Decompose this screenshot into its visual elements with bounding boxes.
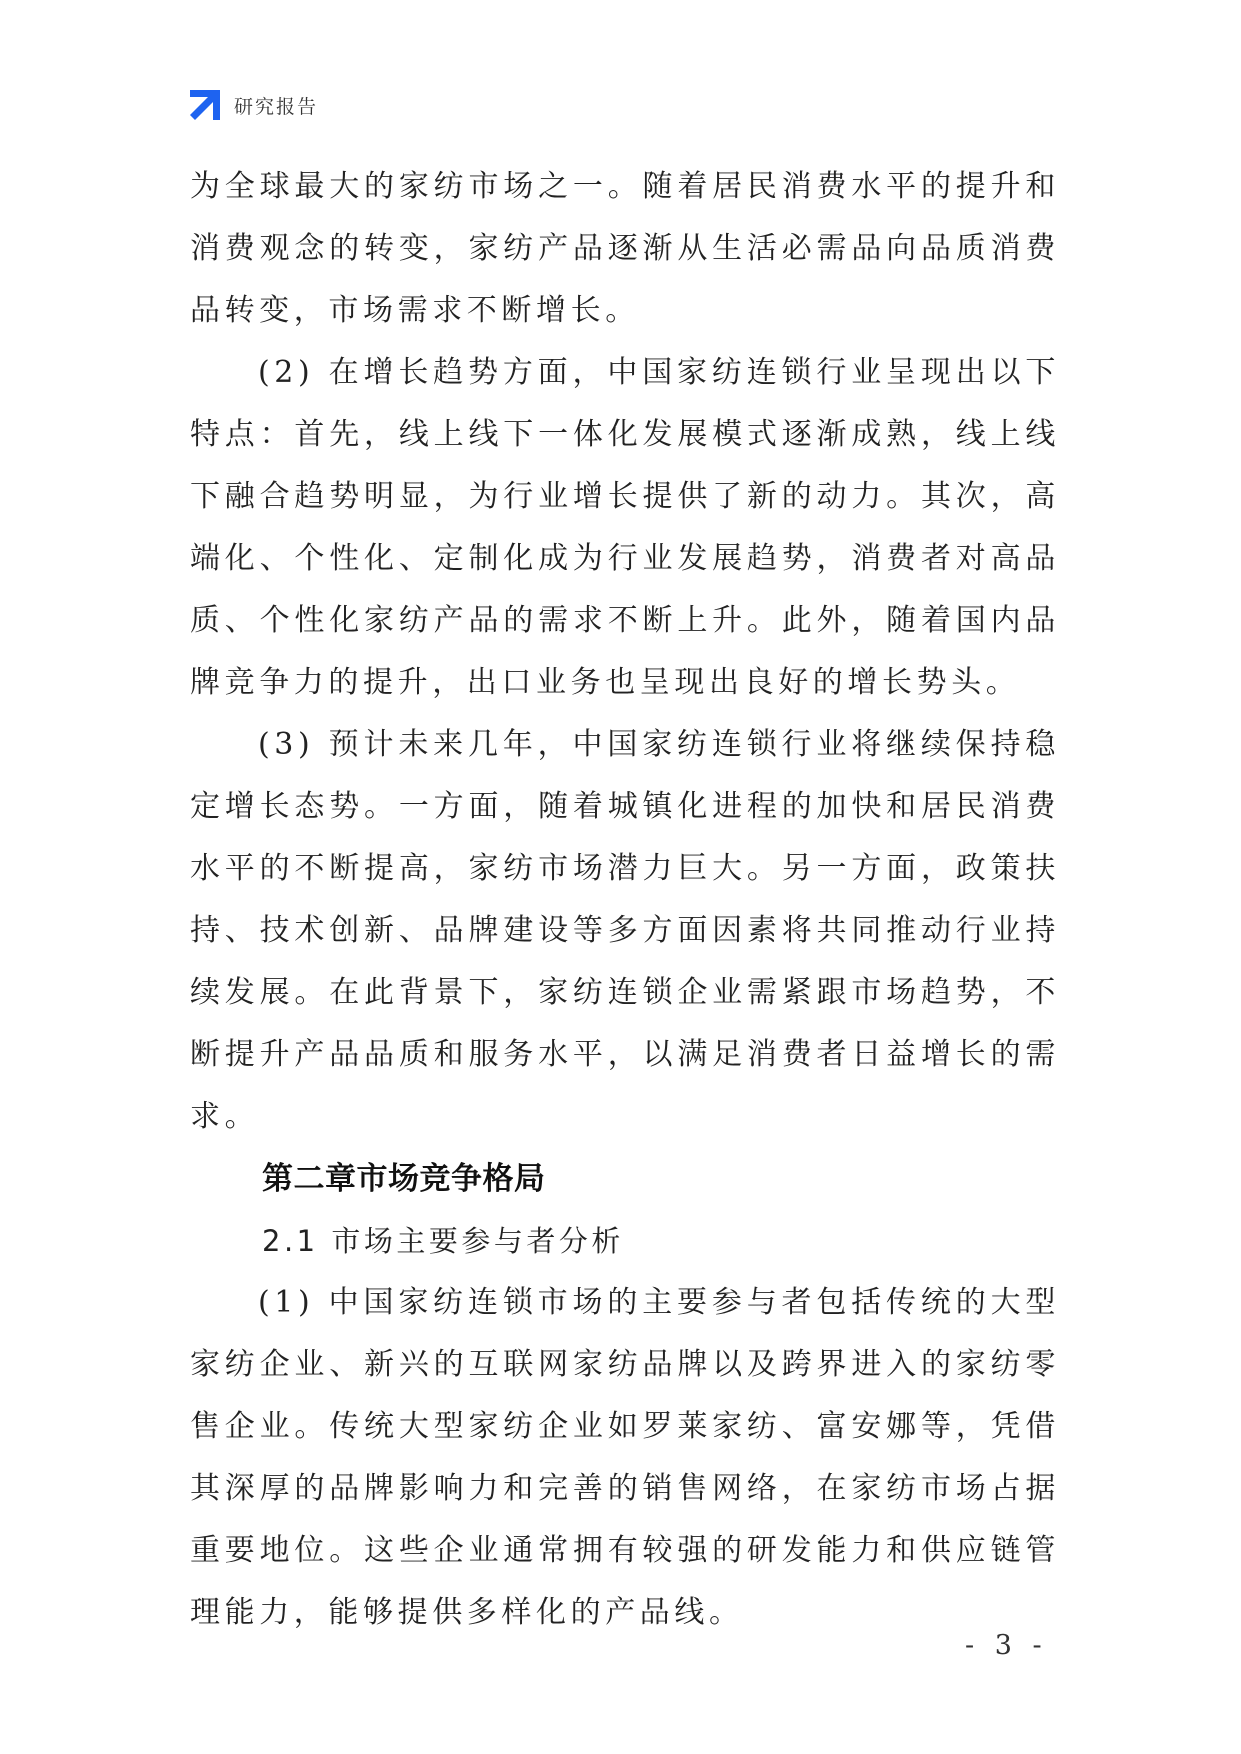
page-number: - 3 - [965,1630,1048,1661]
header-title: 研究报告 [234,95,319,118]
page-header [188,88,318,122]
paragraph-forecast: (3) 预计未来几年，中国家纺连锁行业将继续保持稳定增长态势。一方面，随着城镇化进程的加快和居民消费水平的不断提高，家纺市场潜力巨大。另一方面，政策扶持、技术创新、品牌建设等多方面因素将共同推动行业持续发展。在此背景下，家纺连锁企业需紧跟市场趋势，不断提升产品品质和服务水平，以满足消费者日益增长的需求。 [190,727,1060,1134]
document-body [190,156,1060,1644]
paragraph-market-participants: (1) 中国家纺连锁市场的主要参与者包括传统的大型家纺企业、新兴的互联网家纺品牌以及跨界进入的家纺零售企业。传统大型家纺企业如罗莱家纺、富安娜等，凭借其深厚的品牌影响力和完善的销售网络，在家纺市场占据重要地位。这些企业通常拥有较强的研发能力和供应链管理能力，能够提供多样化的产品线。 [190,1285,1060,1630]
paragraph-growth-trend: (2) 在增长趋势方面，中国家纺连锁行业呈现出以下特点：首先，线上线下一体化发展模式逐渐成熟，线上线下融合趋势明显，为行业增长提供了新的动力。其次，高端化、个性化、定制化成为行业发展趋势，消费者对高品质、个性化家纺产品的需求不断上升。此外，随着国内品牌竞争力的提升，出口业务也呈现出良好的增长势头。 [190,355,1060,700]
section-heading: 2.1 市场主要参与者分析 [262,1224,624,1258]
arrow-up-right-icon [188,88,222,122]
chapter-heading: 第二章市场竞争格局 [262,1161,546,1197]
paragraph-continuation: 为全球最大的家纺市场之一。随着居民消费水平的提升和消费观念的转变，家纺产品逐渐从生活必需品向品质消费品转变，市场需求不断增长。 [190,169,1060,328]
